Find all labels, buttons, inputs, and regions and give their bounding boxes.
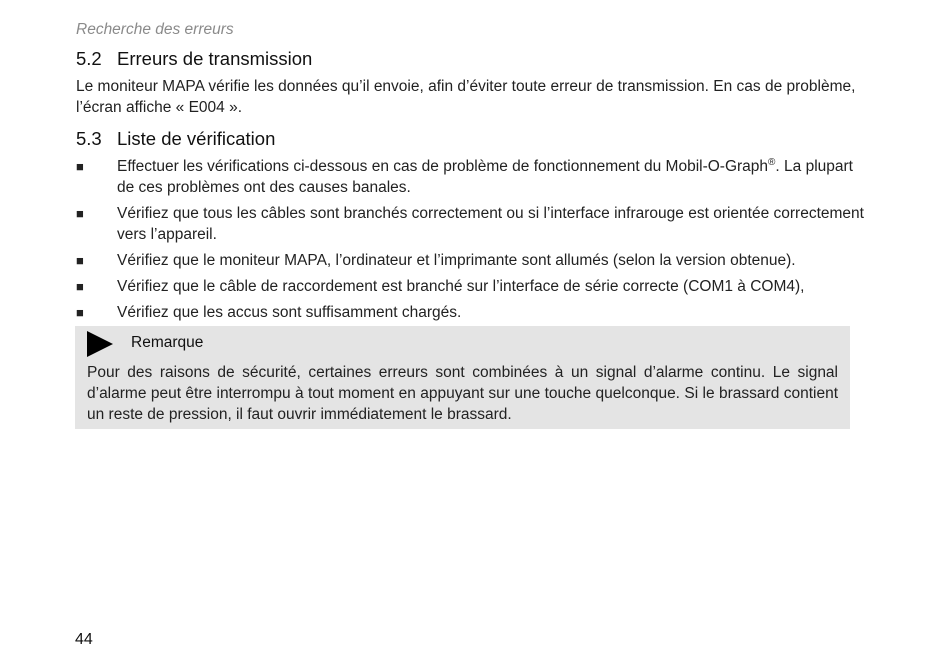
section-number: 5.2 <box>76 48 102 69</box>
section-title: Liste de vérification <box>117 128 276 149</box>
note-title: Remarque <box>131 334 204 351</box>
section-checklist <box>76 128 868 328</box>
section-paragraph: Le moniteur MAPA vérifie les données qu’il envoie, afin d’éviter toute erreur de transmission. En cas de problème, l’écran affiche « E004 ». <box>76 78 856 116</box>
list-item-text: Vérifiez que le câble de raccordement est branché sur l’interface de série correcte (COM1 à COM4), <box>117 278 805 295</box>
list-item <box>76 302 868 323</box>
checklist <box>76 156 868 323</box>
list-item-text: Vérifiez que les accus sont suffisamment chargés. <box>117 304 462 321</box>
list-item-text: Effectuer les vérifications ci-dessous en cas de problème de fonctionnement du Mobil-O-Graph <box>117 158 769 175</box>
bullet-icon: ■ <box>76 159 84 174</box>
list-item <box>76 156 868 198</box>
section-heading <box>76 48 868 70</box>
note-box <box>75 326 850 429</box>
list-item <box>76 276 868 297</box>
bullet-icon: ■ <box>76 206 84 221</box>
list-item-text: Vérifiez que le moniteur MAPA, l’ordinateur et l’imprimante sont allumés (selon la version obtenue). <box>117 252 796 269</box>
bullet-icon: ■ <box>76 305 84 320</box>
list-item-text-after: . La plupart de ces problèmes ont des causes banales. <box>117 158 853 196</box>
registered-mark: ® <box>768 156 776 168</box>
section-transmission-errors <box>76 48 868 118</box>
arrow-right-icon <box>87 331 113 357</box>
list-item-text: Vérifiez que tous les câbles sont branchés correctement ou si l’interface infrarouge est orientée correctement vers l’appareil. <box>117 205 864 243</box>
section-heading <box>76 128 868 150</box>
section-title: Erreurs de transmission <box>117 48 313 69</box>
note-text: Pour des raisons de sécurité, certaines erreurs sont combinées à un signal d’alarme continu. Le signal d’alarme peut être interrompu à tout moment en appuyant sur une touche quelconque. Si le brassard contient un reste de pression, il faut ouvrir immédiatement le brassard. <box>87 364 838 423</box>
list-item <box>76 203 868 245</box>
section-number: 5.3 <box>76 128 102 149</box>
list-item <box>76 250 868 271</box>
bullet-icon: ■ <box>76 279 84 294</box>
page-number: 44 <box>75 631 93 648</box>
running-header: Recherche des erreurs <box>76 21 234 38</box>
bullet-icon: ■ <box>76 253 84 268</box>
